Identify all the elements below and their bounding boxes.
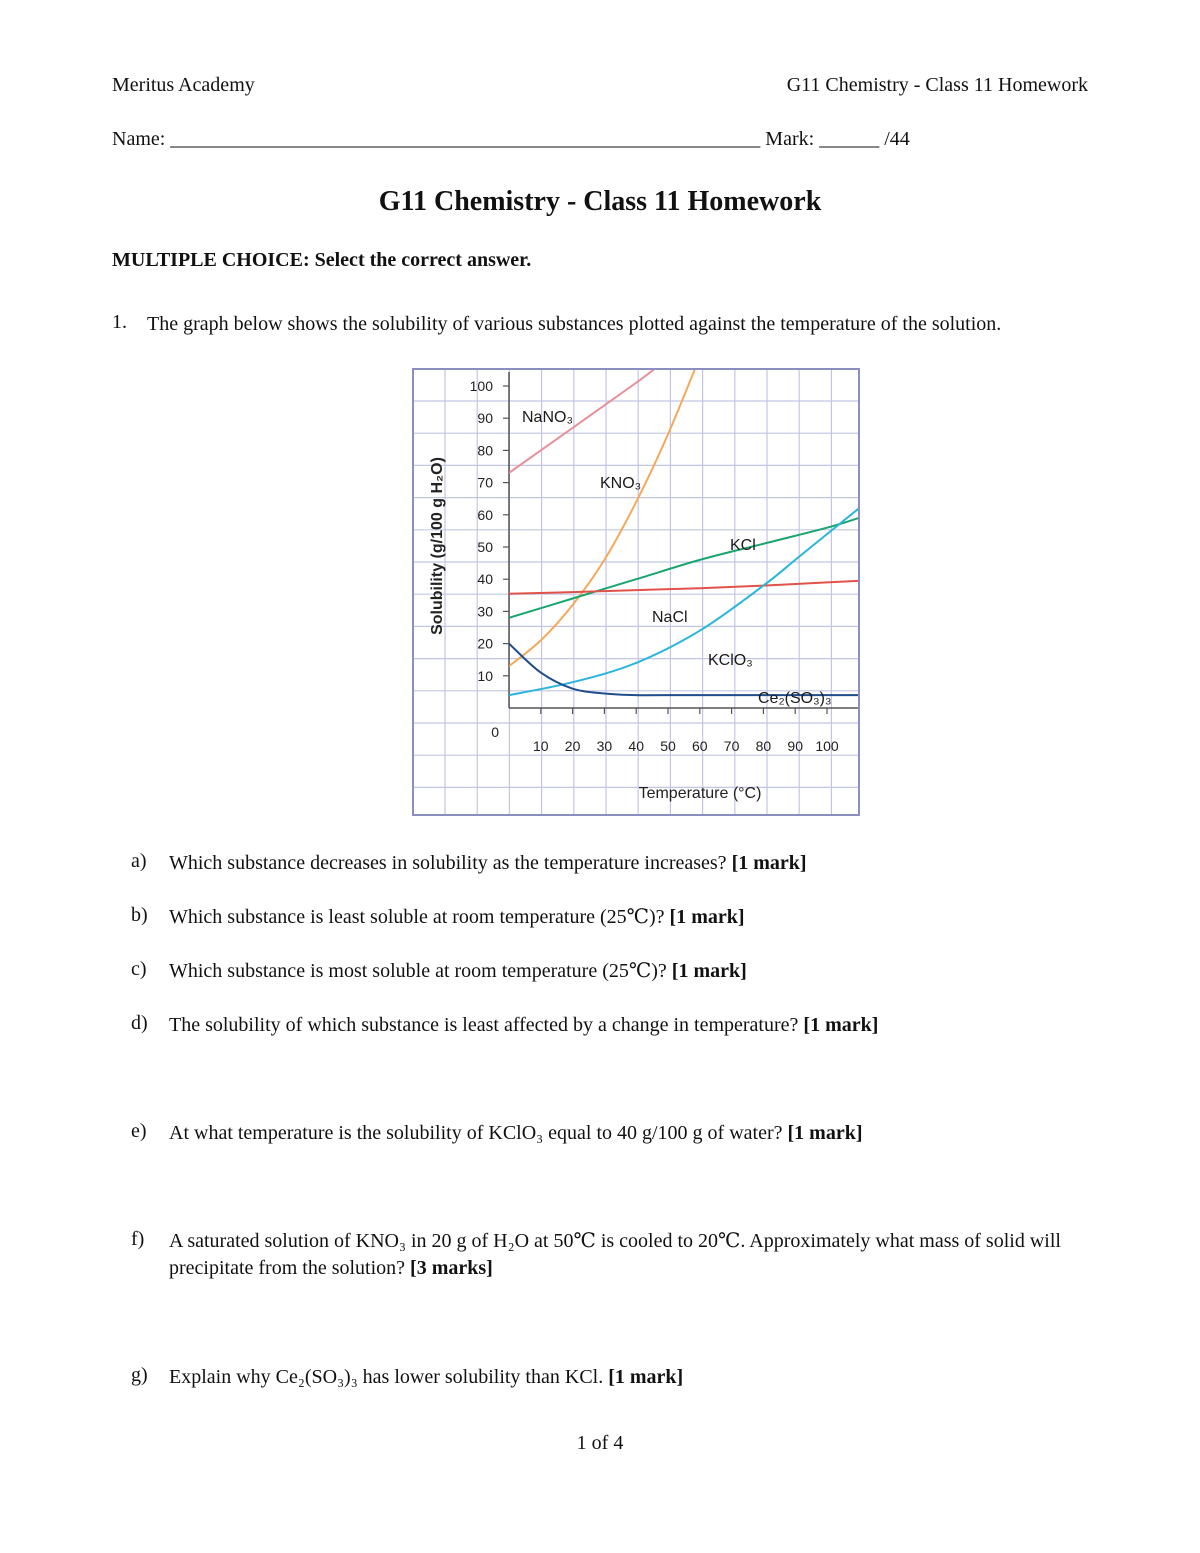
origin-label: 0	[491, 724, 499, 740]
subquestion-prompt: Which substance is most soluble at room temperature (25℃)?	[169, 960, 672, 982]
y-tick-label: 90	[477, 410, 493, 427]
x-tick-label: 20	[564, 738, 581, 754]
section-heading: MULTIPLE CHOICE: Select the correct answer.	[112, 249, 532, 271]
x-axis-label: Temperature (°C)	[638, 785, 762, 802]
subquestion-prompt: At what temperature is the solubility of KClO₃ equal to 40 g/100 g of water?	[169, 1122, 788, 1144]
school-name: Meritus Academy	[112, 74, 255, 96]
subquestion-text	[169, 958, 1069, 985]
subquestion-marks: [3 marks]	[410, 1257, 493, 1279]
subquestion-label: e)	[131, 1120, 147, 1142]
y-tick-label: 20	[477, 635, 493, 652]
subquestion-text	[169, 1012, 1069, 1039]
subquestion-label: b)	[131, 904, 148, 926]
x-tick-label: 90	[787, 738, 803, 754]
subquestion-text	[169, 1228, 1069, 1282]
x-tick-label: 40	[628, 738, 644, 754]
subquestion-marks: [1 mark]	[608, 1366, 684, 1388]
subquestion-marks: [1 mark]	[803, 1014, 879, 1036]
subquestion-marks: [1 mark]	[731, 852, 807, 874]
course-header: G11 Chemistry - Class 11 Homework	[786, 74, 1088, 96]
subquestion-text	[169, 850, 1069, 877]
subquestion-prompt: A saturated solution of KNO₃ in 20 g of H₂O at 50℃ is cooled to 20℃. Approximately what mass of solid will precipitate from the solution?	[169, 1230, 1061, 1279]
subquestion-label: d)	[131, 1012, 148, 1034]
subquestion-label: g)	[131, 1364, 148, 1386]
y-tick-label: 30	[477, 603, 493, 620]
solubility-chart-svg	[412, 368, 860, 816]
y-tick-label: 40	[477, 571, 493, 588]
x-tick-label: 30	[596, 738, 613, 754]
y-tick-label: 80	[477, 442, 493, 459]
y-tick-label: 60	[477, 506, 493, 523]
x-tick-label: 70	[723, 738, 740, 754]
y-tick-label: 10	[477, 667, 493, 684]
series-label-kno3: KNO₃	[600, 475, 642, 492]
question-text: The graph below shows the solubility of various substances plotted against the temperature of the solution.	[147, 313, 1002, 335]
subquestion-label: a)	[131, 850, 147, 872]
subquestion-prompt: Explain why Ce₂(SO₃)₃ has lower solubility than KCl.	[169, 1366, 609, 1388]
subquestion-prompt: Which substance decreases in solubility as the temperature increases?	[169, 852, 732, 874]
subquestion-text	[169, 1120, 1069, 1147]
x-tick-label: 80	[755, 738, 772, 754]
series-label-ce2so33: Ce₂(SO₃)₃	[758, 690, 832, 707]
y-tick-label: 100	[469, 378, 493, 394]
subquestion-marks: [1 mark]	[669, 906, 745, 928]
solubility-chart	[412, 368, 860, 816]
x-tick-label: 50	[660, 738, 676, 754]
name-mark-line: Name: ___________________________________________________________ Mark: ______ /44	[112, 128, 910, 150]
subquestion-label: f)	[131, 1228, 145, 1250]
series-label-nacl: NaCl	[652, 609, 688, 626]
series-label-kclo3: KClO₃	[708, 652, 753, 669]
subquestion-prompt: Which substance is least soluble at room temperature (25℃)?	[169, 906, 670, 928]
subquestion-marks: [1 mark]	[671, 960, 747, 982]
y-tick-label: 70	[477, 474, 493, 491]
page-number: 1 of 4	[576, 1432, 624, 1454]
subquestion-label: c)	[131, 958, 147, 980]
page-title: G11 Chemistry - Class 11 Homework	[378, 186, 822, 217]
subquestion-prompt: The solubility of which substance is least affected by a change in temperature?	[169, 1014, 804, 1036]
series-label-kcl: KCl	[730, 537, 756, 554]
question-number: 1.	[112, 311, 127, 333]
x-tick-label: 60	[692, 738, 708, 754]
y-axis-label: Solubility (g/100 g H₂O)	[429, 457, 446, 635]
subquestion-marks: [1 mark]	[787, 1122, 863, 1144]
subquestion-text	[169, 904, 1069, 931]
x-tick-label: 100	[815, 738, 839, 754]
subquestion-text	[169, 1364, 1069, 1391]
x-tick-label: 10	[533, 738, 549, 754]
y-tick-label: 50	[477, 539, 493, 555]
series-label-nano3: NaNO₃	[522, 409, 573, 426]
